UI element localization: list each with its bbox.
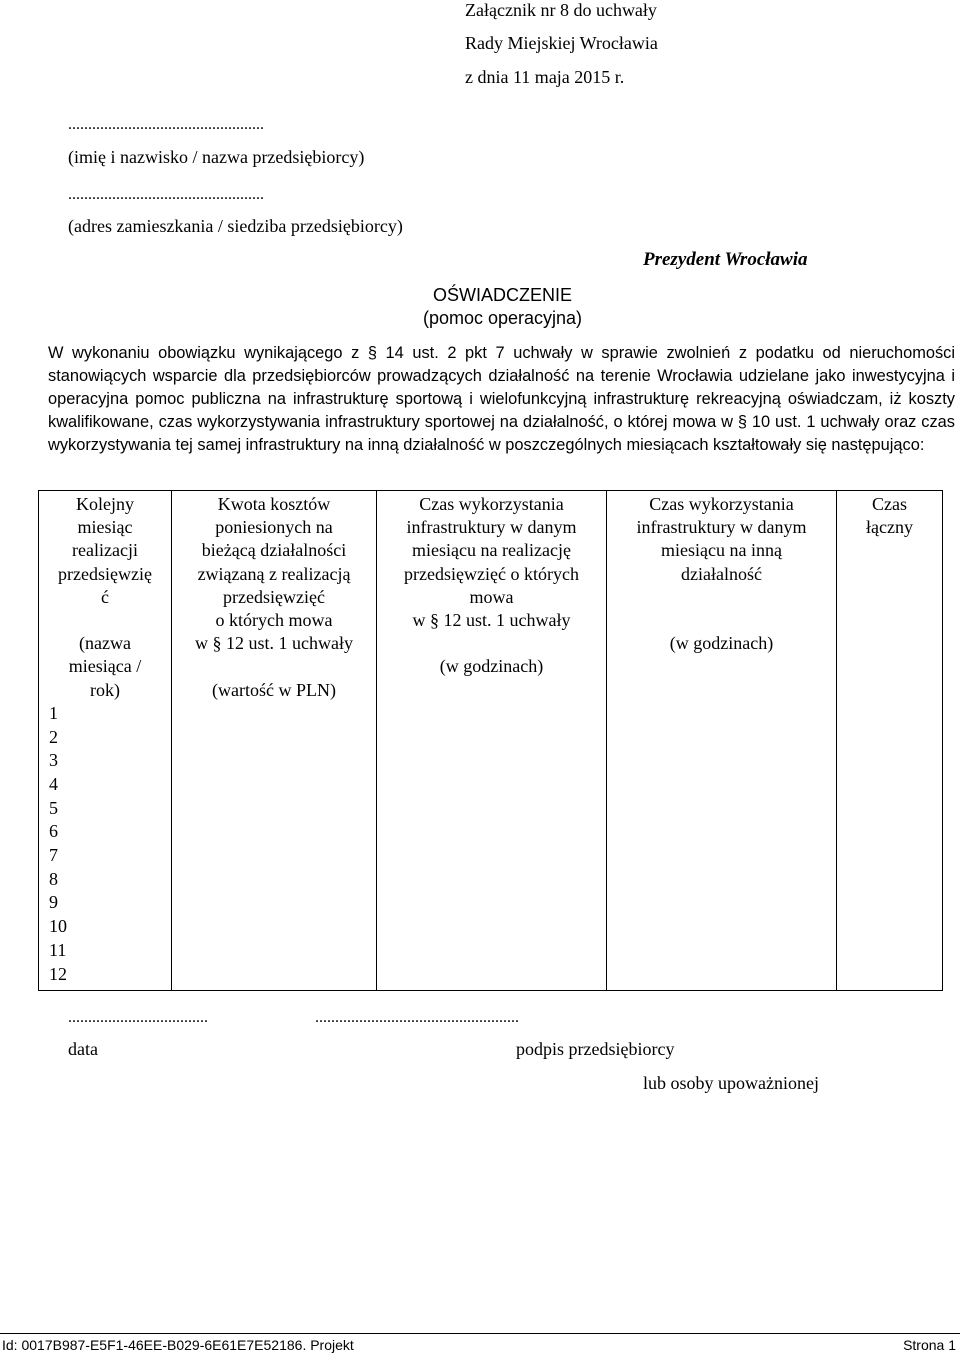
address-dots[interactable]: .................................................	[68, 186, 264, 203]
total-time-column-header	[837, 491, 942, 539]
signature-label: podpis przedsiębiorcy	[516, 1039, 675, 1059]
col1-header-line: Kolejny	[76, 494, 134, 514]
col4-header-line: miesiącu na inną	[661, 540, 782, 561]
col2-header-line: o których mowa	[215, 610, 333, 631]
col4-header-line: infrastruktury w danym	[636, 517, 807, 538]
date-label: data	[68, 1039, 98, 1059]
col4-header-line: Czas wykorzystania	[649, 494, 794, 514]
row-number: 5	[49, 797, 58, 818]
col1-header-line: (nazwa	[79, 633, 131, 654]
row-number: 4	[49, 773, 58, 794]
col2-header-line: bieżącą działalności	[201, 540, 347, 561]
col3-header-line: przedsięwzięć o których	[404, 563, 579, 584]
project-time-column-header	[377, 491, 606, 679]
table-row	[39, 491, 943, 991]
col3-header-line: mowa	[469, 586, 514, 607]
row-number: 8	[49, 868, 58, 889]
header-spacer	[172, 655, 376, 678]
col2-header-line: poniesionych na	[215, 517, 333, 538]
address-label: (adres zamieszkania / siedziba przedsiębiorcy)	[68, 216, 403, 236]
col5-header-line: łączny	[866, 517, 913, 538]
col1-header-line: realizacji	[72, 540, 138, 561]
month-row-numbers	[39, 702, 171, 986]
council-line: Rady Miejskiej Wrocławia	[465, 33, 658, 53]
footer-divider	[0, 1333, 960, 1334]
col2-header-line: (wartość w PLN)	[212, 679, 336, 700]
col3-header-line: w § 12 ust. 1 uchwały	[412, 610, 571, 631]
col3-header-line: Czas wykorzystania	[419, 494, 564, 514]
total-time-column-cell[interactable]	[837, 491, 943, 991]
name-label: (imię i nazwisko / nazwa przedsiębiorcy)	[68, 147, 365, 167]
col1-header-line: miesiąca /	[68, 656, 142, 677]
header-spacer	[39, 609, 171, 632]
header-spacer	[607, 586, 836, 609]
project-time-column-cell[interactable]	[377, 491, 607, 991]
col4-header-line: działalność	[681, 563, 762, 584]
row-number: 7	[49, 845, 58, 866]
document-title: OŚWIADCZENIE	[432, 285, 572, 305]
addressee: Prezydent Wrocławia	[643, 249, 808, 270]
col3-header-line: infrastruktury w danym	[406, 517, 577, 538]
col3-header-line: miesiącu na realizację	[412, 540, 571, 561]
col1-header-line: ć	[101, 586, 109, 607]
col2-header-line: przedsięwzięć	[223, 586, 325, 607]
col1-header-line: rok)	[90, 679, 120, 700]
attachment-line: Załącznik nr 8 do uchwały	[465, 0, 657, 20]
page-number: Strona 1	[903, 1337, 956, 1353]
month-column-cell	[39, 491, 172, 991]
date-dots[interactable]: ...................................	[68, 1009, 208, 1026]
col1-header-line: przedsięwzię	[58, 563, 152, 584]
col3-header-line: (w godzinach)	[439, 656, 544, 677]
date-line: z dnia 11 maja 2015 r.	[465, 67, 625, 87]
row-number: 3	[49, 750, 58, 771]
row-number: 9	[49, 892, 58, 913]
col2-header-line: związaną z realizacją	[197, 563, 351, 584]
other-time-column-header	[607, 491, 836, 655]
header-spacer	[377, 632, 606, 655]
signature-dots[interactable]: ...................................................	[315, 1009, 519, 1026]
name-dots[interactable]: .................................................	[68, 116, 264, 133]
monthly-table	[38, 490, 943, 991]
month-column-header	[39, 491, 171, 702]
other-time-column-cell[interactable]	[607, 491, 837, 991]
col1-header-line: miesiąc	[77, 517, 133, 538]
col2-header-line: Kwota kosztów	[217, 494, 331, 514]
document-subtitle: (pomoc operacyjna)	[422, 308, 583, 328]
row-number: 10	[49, 916, 67, 937]
statement-paragraph: W wykonaniu obowiązku wynikającego z § 14 ust. 2 pkt 7 uchwały w sprawie zwolnień z podatku od nieruchomości stanowiących wsparcie dla przedsiębiorców prowadzących działalność na terenie Wrocławia udzielane jako inwestycyjna i operacyjna pomoc publiczna na infrastrukturę sportową i wielofunkcyjną infrastrukturę rekreacyjną oświadczam, iż koszty kwalifikowane, czas wykorzystywania infrastruktury sportowej na działalność, o której mowa w § 10 ust. 1 uchwały oraz czas wykorzystywania tej samej infrastruktury na inną działalność w poszczególnych miesiącach kształtowały się następująco:	[48, 344, 955, 454]
col4-header-line: (w godzinach)	[669, 633, 774, 654]
col5-header-line: Czas	[872, 494, 907, 514]
col2-header-line: w § 12 ust. 1 uchwały	[195, 633, 353, 654]
row-number: 1	[49, 702, 58, 723]
document-id: Id: 0017B987-E5F1-46EE-B029-6E61E7E52186. Projekt	[2, 1337, 354, 1353]
cost-column-header	[172, 491, 376, 702]
authorized-person-label: lub osoby upoważnionej	[643, 1073, 819, 1093]
row-number: 2	[49, 726, 58, 747]
row-number: 12	[49, 963, 67, 984]
row-number: 11	[49, 939, 67, 960]
cost-column-cell[interactable]	[172, 491, 377, 991]
row-number: 6	[49, 821, 58, 842]
header-spacer	[607, 609, 836, 632]
